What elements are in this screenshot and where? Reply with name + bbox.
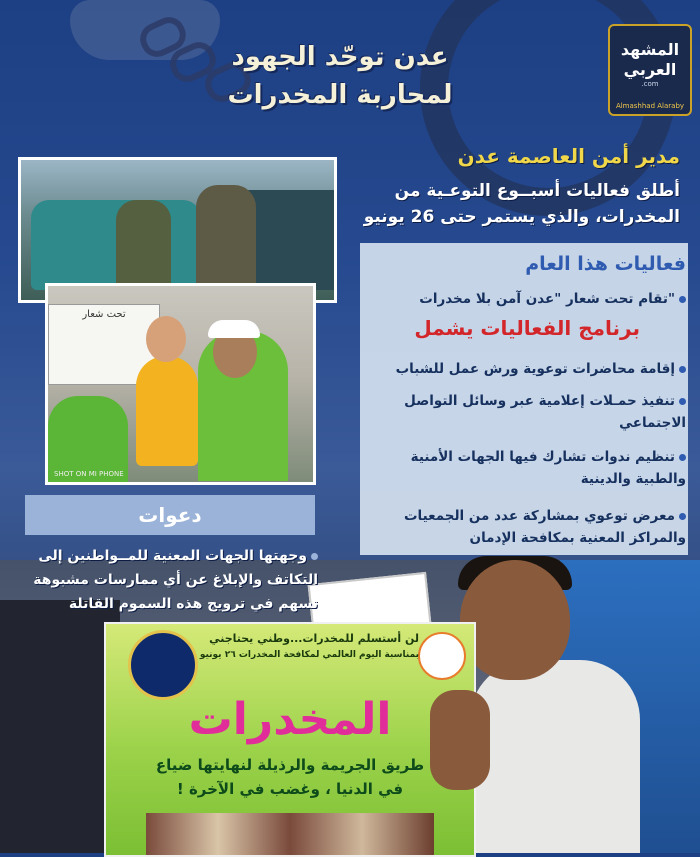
poster-subtitle: بمناسبة اليوم العالمي لمكافحة المخدرات ٢٦ يونيو xyxy=(199,650,419,660)
bullet-icon xyxy=(679,513,686,520)
logo-name-line1: المشهد xyxy=(620,40,680,59)
campaign-logo-icon xyxy=(418,632,466,680)
bullet-icon xyxy=(311,553,318,560)
photo-man-body xyxy=(470,660,640,853)
slogan-text: "تقام تحت شعار "عدن آمن بلا مخدرات xyxy=(419,291,675,307)
subheading: مدير أمن العاصمة عدن xyxy=(457,144,680,168)
bullet-icon xyxy=(679,296,686,303)
list-item-text: معرض توعوي بمشاركة عدد من الجمعيات والمراكز المعنية بمكافحة الإدمان xyxy=(403,508,686,546)
list-item xyxy=(376,390,686,434)
photo-man-head xyxy=(460,560,570,680)
list-item-text: إقامة محاضرات توعوية ورش عمل للشباب xyxy=(395,361,675,377)
emblem-icon xyxy=(128,630,198,700)
poster-title: المخدرات xyxy=(188,694,392,745)
list-item xyxy=(376,505,686,549)
photo-cap xyxy=(208,320,260,338)
calls-body: وجهتها الجهات المعنية للمــواطنين إلى التكاتف والإبلاغ عن أي ممارسات مشبوهة تسهم في ترويج هذه السموم القاتلة xyxy=(33,548,318,612)
list-item-text: تنفيذ حمـلات إعلامية عبر وسائل التواصل الاجتماعي xyxy=(404,393,686,431)
list-item xyxy=(376,446,686,490)
calls-title: دعوات xyxy=(25,495,315,535)
photo-hand xyxy=(430,690,490,790)
poster-top: لن أستسلم للمخدرات...وطني يحتاجني xyxy=(209,632,419,645)
events-title: فعاليات هذا العام xyxy=(525,253,686,275)
program-title: برنامج الفعاليات يشمل xyxy=(414,316,640,340)
photo-child-head xyxy=(146,316,186,362)
logo-latin: Almashhad Alaraby xyxy=(615,102,685,110)
events-slogan xyxy=(386,288,686,310)
list-item-text: تنظيم ندوات تشارك فيها الجهات الأمنية والطبية والدينية xyxy=(410,449,686,487)
checkpoint-photo xyxy=(18,157,337,303)
bullet-icon xyxy=(679,454,686,461)
poster-images xyxy=(146,813,434,855)
logo-name-line2: العربي xyxy=(623,60,677,79)
awareness-poster xyxy=(104,622,476,857)
list-item xyxy=(376,358,686,380)
event-photo xyxy=(45,283,316,485)
photo-banner: تحت شعار xyxy=(48,304,160,385)
photo-child xyxy=(136,356,198,466)
headline-line1: عدن توحّد الجهود xyxy=(231,42,449,72)
photo-shadow xyxy=(0,600,120,853)
headline xyxy=(170,38,510,114)
headline-line2: لمحاربة المخدرات xyxy=(227,80,453,110)
site-logo[interactable] xyxy=(608,24,692,116)
intro-text: أطلق فعاليات أسبــوع التوعـية من المخدرات، والذي يستمر حتى 26 يونيو xyxy=(363,181,680,227)
bullet-icon xyxy=(679,366,686,373)
calls-text xyxy=(18,544,318,616)
poster-line2: في الدنيا ، وغضب في الآخرة ! xyxy=(176,780,404,798)
bullet-icon xyxy=(679,398,686,405)
logo-domain: .com xyxy=(641,80,659,88)
poster-line1: طريق الجريمة والرذيلة لنهايتها ضياع xyxy=(155,756,425,774)
photo-watermark: SHOT ON MI PHONE xyxy=(54,470,124,478)
